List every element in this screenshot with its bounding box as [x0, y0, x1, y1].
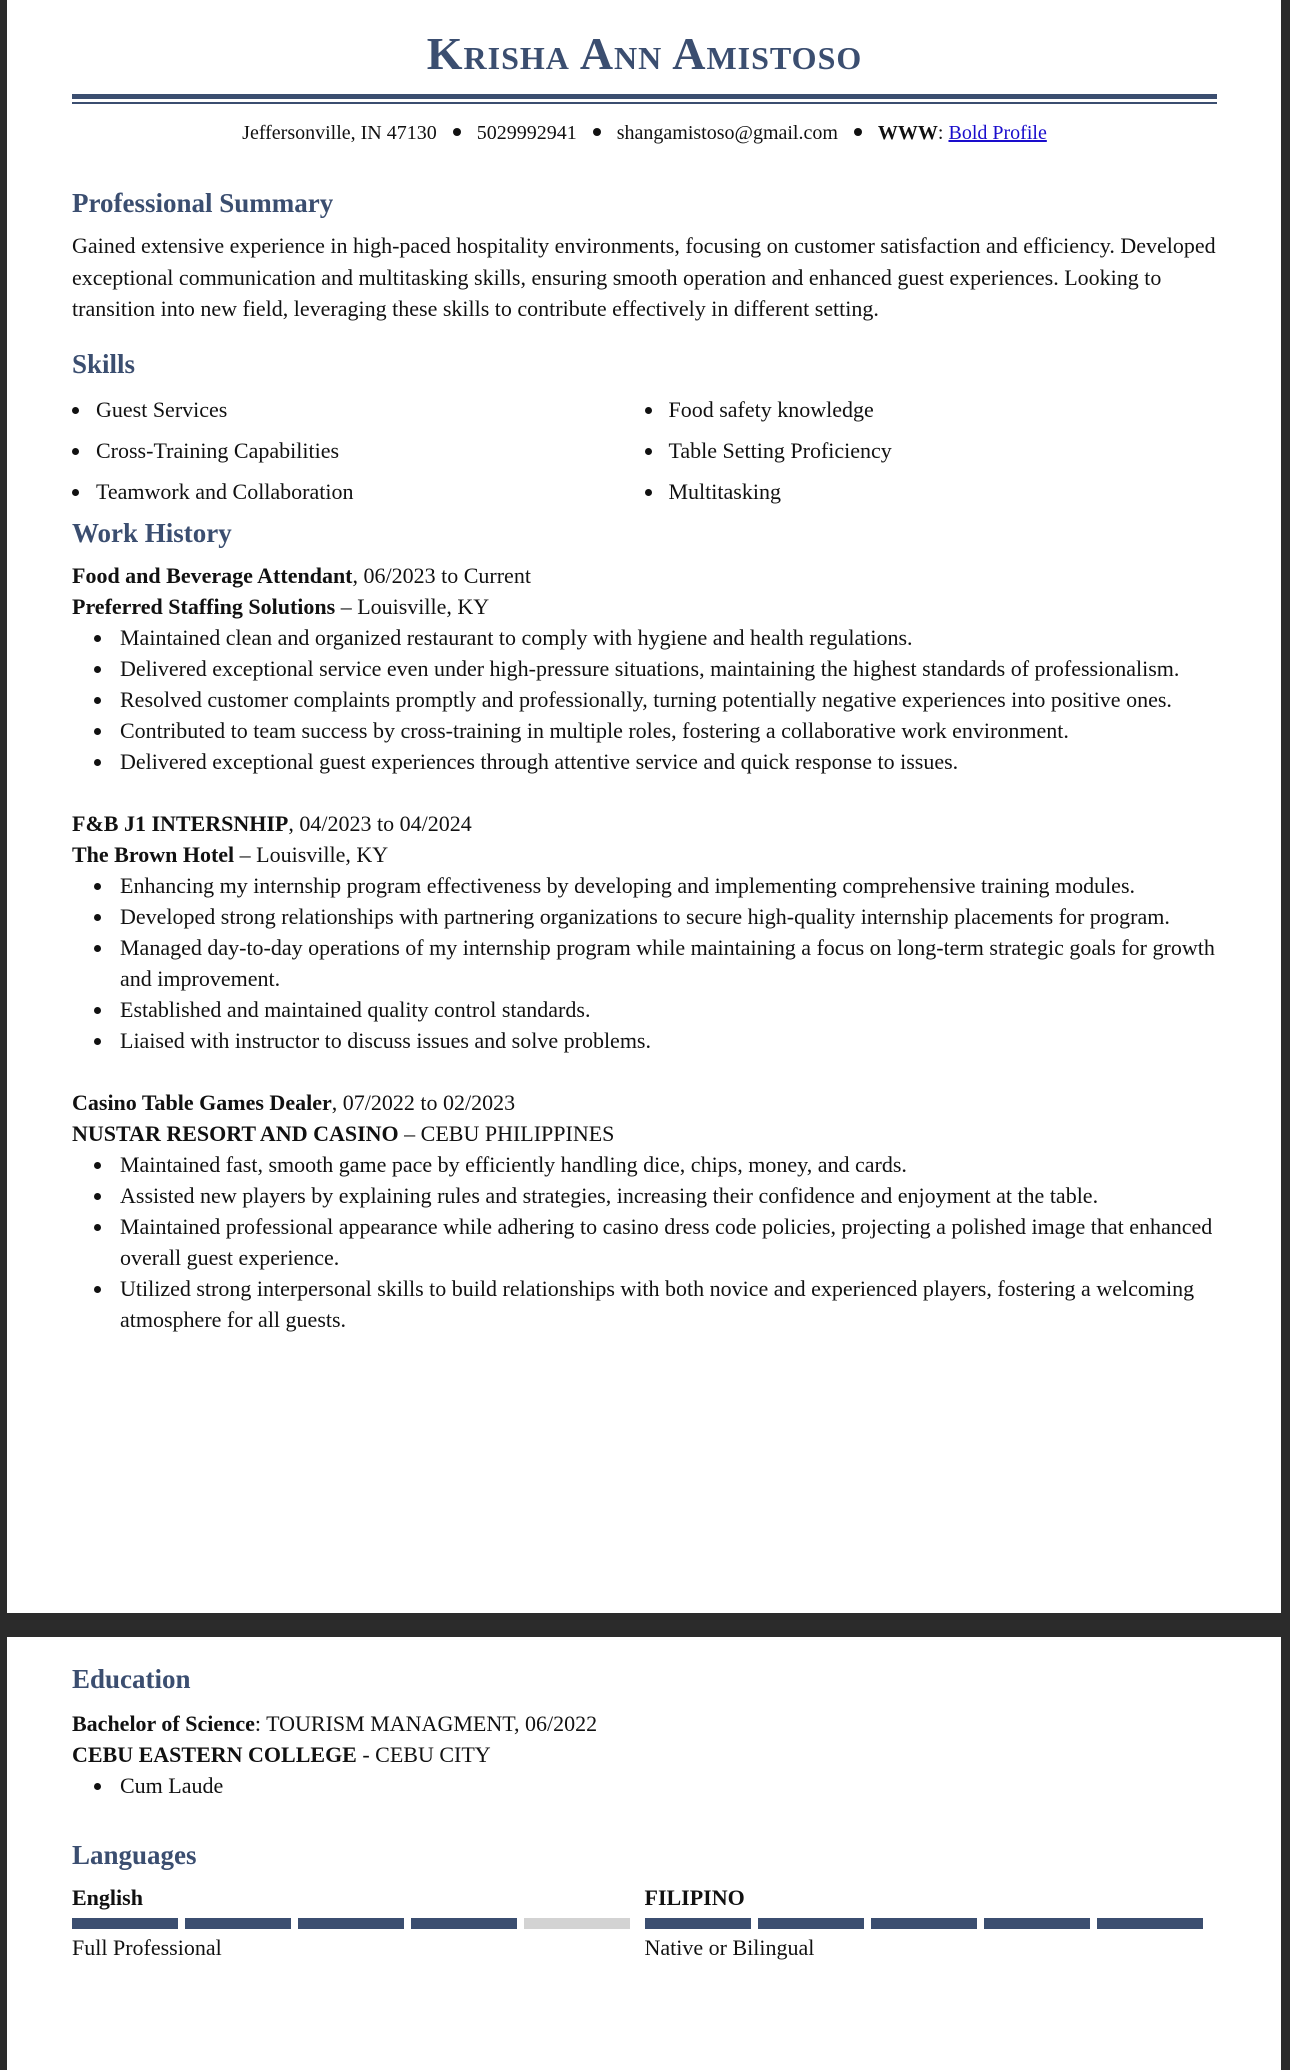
job-bullet: Maintained clean and organized restaurant to comply with hygiene and health regulations.	[120, 622, 1217, 653]
degree-field: : TOURISM MANAGMENT, 06/2022	[254, 1711, 598, 1736]
job-bullet: Maintained fast, smooth game pace by efficiently handling dice, chips, money, and cards.	[120, 1149, 1217, 1180]
languages-heading: Languages	[72, 1840, 197, 1870]
language-name: English	[72, 1885, 143, 1910]
header-rule-thick	[72, 94, 1217, 99]
job-entry	[72, 808, 1217, 1056]
school-name: CEBU EASTERN COLLEGE	[72, 1742, 357, 1767]
job-title: F&B J1 INTERSNHIP	[72, 810, 289, 836]
job-bullet: Assisted new players by explaining rules and strategies, increasing their confidence and enjoyment at the table.	[120, 1180, 1217, 1211]
education-heading: Education	[72, 1664, 191, 1694]
job-company: The Brown Hotel	[72, 841, 235, 867]
job-bullet: Managed day-to-day operations of my internship program while maintaining a focus on long-term strategic goals for growth and improvement.	[120, 932, 1217, 994]
skills-list	[72, 389, 1217, 512]
work-history-heading: Work History	[72, 517, 232, 548]
skills-column-right	[645, 389, 1218, 512]
header-rule-thin	[72, 102, 1217, 104]
job-bullets	[72, 622, 1217, 777]
job-location: – CEBU PHILIPPINES	[398, 1120, 615, 1146]
job-dates: , 04/2023 to 04/2024	[288, 810, 472, 836]
proficiency-segment-filled	[185, 1918, 291, 1929]
proficiency-segment-filled	[645, 1918, 751, 1929]
resume-page-2	[7, 1637, 1281, 2070]
summary-heading: Professional Summary	[72, 188, 334, 218]
job-company: Preferred Staffing Solutions	[72, 593, 336, 619]
proficiency-segment-filled	[72, 1918, 178, 1929]
language-level: Full Professional	[72, 1935, 222, 1960]
job-location: – Louisville, KY	[234, 841, 389, 867]
job-bullet: Delivered exceptional service even under high-pressure situations, maintaining the highest standards of professionalism.	[120, 653, 1217, 684]
job-entry	[72, 1087, 1217, 1335]
skill-item: Guest Services	[72, 389, 645, 430]
www-label: WWW	[877, 122, 938, 144]
language-item	[72, 1884, 645, 1963]
education-bullet: Cum Laude	[120, 1770, 1217, 1801]
contact-location: Jeffersonville, IN 47130	[242, 122, 437, 144]
job-location: – Louisville, KY	[335, 593, 490, 619]
skill-item: Table Setting Proficiency	[645, 430, 1218, 471]
proficiency-segment-empty	[524, 1918, 630, 1929]
language-level: Native or Bilingual	[644, 1935, 815, 1960]
summary-text: Gained extensive experience in high-paced hospitality environments, focusing on customer satisfaction and efficiency. Developed exceptional communication and multitasking skills, ensuring smooth operation and enhanced guest experiences. Looking to transition into new field, leveraging these skills to contribute effectively in different setting.	[72, 233, 1216, 321]
skills-heading: Skills	[72, 348, 136, 379]
separator-dot	[453, 128, 461, 136]
degree-name: Bachelor of Science	[72, 1711, 255, 1736]
job-bullet: Utilized strong interpersonal skills to build relationships with both novice and experienced players, fostering a welcoming atmosphere for all guests.	[120, 1273, 1217, 1335]
job-bullet: Maintained professional appearance while adhering to casino dress code policies, projecting a polished image that enhanced overall guest experience.	[120, 1211, 1217, 1273]
job-bullet: Contributed to team success by cross-training in multiple roles, fostering a collaborative work environment.	[120, 715, 1217, 746]
skill-item: Cross-Training Capabilities	[72, 430, 645, 471]
job-bullets	[72, 870, 1217, 1056]
proficiency-segment-filled	[411, 1918, 517, 1929]
profile-link[interactable]: Bold Profile	[948, 122, 1047, 144]
job-bullet: Enhancing my internship program effectiveness by developing and implementing comprehensive training modules.	[120, 870, 1217, 901]
education-entry	[72, 1708, 1217, 1801]
language-name: FILIPINO	[644, 1885, 745, 1910]
contact-email: shangamistoso@gmail.com	[616, 122, 838, 144]
contact-line: Jeffersonville, IN 47130 5029992941 shangamistoso@gmail.com WWW: Bold Profile	[242, 122, 1047, 144]
language-proficiency-bar	[645, 1918, 1218, 1929]
separator-dot	[854, 128, 862, 136]
school-location: - CEBU CITY	[356, 1742, 491, 1767]
contact-phone: 5029992941	[476, 122, 577, 144]
language-item	[645, 1884, 1218, 1963]
job-company: NUSTAR RESORT AND CASINO	[72, 1120, 399, 1146]
job-bullet: Resolved customer complaints promptly and professionally, turning potentially negative experiences into positive ones.	[120, 684, 1217, 715]
job-bullet: Liaised with instructor to discuss issues and solve problems.	[120, 1025, 1217, 1056]
proficiency-segment-filled	[298, 1918, 404, 1929]
skill-item: Multitasking	[645, 471, 1218, 512]
language-proficiency-bar	[72, 1918, 645, 1929]
job-title: Casino Table Games Dealer	[72, 1089, 332, 1115]
job-bullet: Delivered exceptional guest experiences through attentive service and quick response to issues.	[120, 746, 1217, 777]
resume-page-1	[7, 0, 1281, 1613]
job-entry	[72, 560, 1217, 777]
proficiency-segment-filled	[1097, 1918, 1203, 1929]
proficiency-segment-filled	[984, 1918, 1090, 1929]
languages-list	[72, 1884, 1217, 1963]
skill-item: Food safety knowledge	[645, 389, 1218, 430]
candidate-name: Krisha Ann Amistoso	[426, 28, 863, 79]
job-bullet: Developed strong relationships with partnering organizations to secure high-quality internship placements for program.	[120, 901, 1217, 932]
separator-dot	[593, 128, 601, 136]
proficiency-segment-filled	[758, 1918, 864, 1929]
job-bullets	[72, 1149, 1217, 1335]
education-bullets	[72, 1770, 1217, 1801]
job-bullet: Established and maintained quality control standards.	[120, 994, 1217, 1025]
job-dates: , 07/2022 to 02/2023	[331, 1089, 516, 1115]
skill-item: Teamwork and Collaboration	[72, 471, 645, 512]
job-dates: , 06/2023 to Current	[352, 562, 531, 588]
proficiency-segment-filled	[871, 1918, 977, 1929]
skills-column-left	[72, 389, 645, 512]
job-title: Food and Beverage Attendant	[72, 562, 353, 588]
